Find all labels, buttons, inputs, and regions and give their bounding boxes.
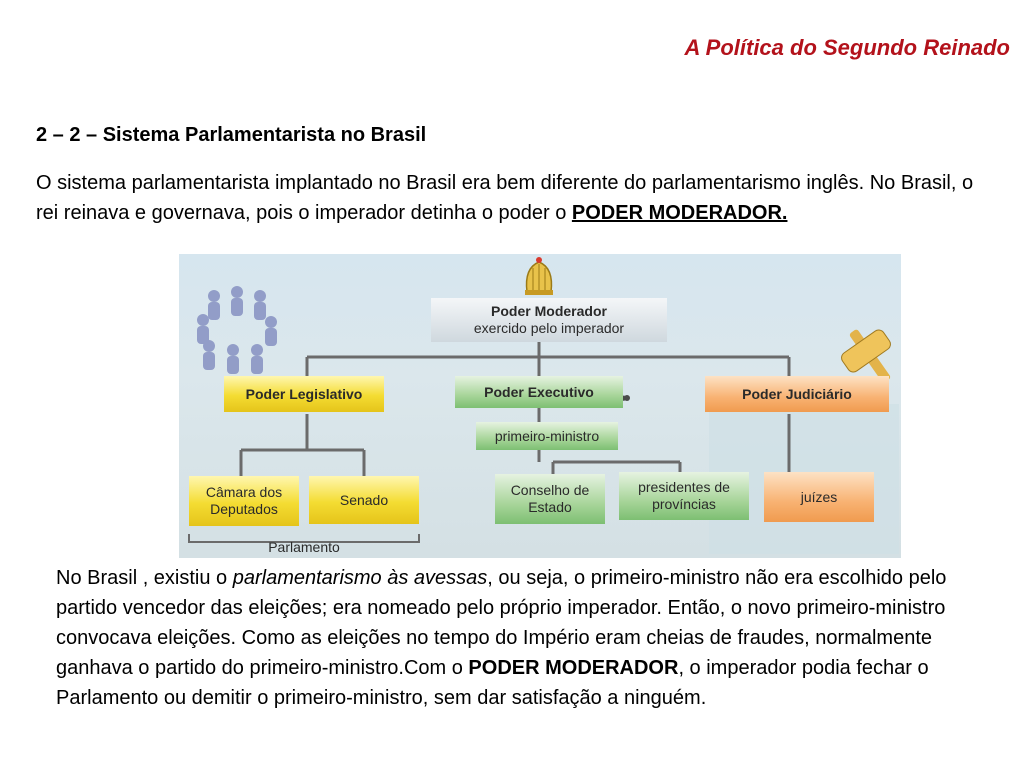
parlamento-label: Parlamento	[268, 538, 340, 555]
people-icon	[197, 286, 277, 374]
outro-italic: parlamentarismo às avessas	[232, 567, 488, 589]
poder-moderador-box	[431, 298, 667, 342]
camara-box	[189, 476, 299, 526]
camara-label: Câmara dos Deputados	[205, 484, 283, 517]
intro-paragraph	[36, 168, 976, 228]
intro-emphasis: PODER MODERADOR.	[571, 202, 788, 224]
powers-diagram	[179, 254, 901, 558]
outro-text-2: , ou seja, o primeiro-ministro não era escolhido pelo partido vencedor das eleições; era nomeado pelo próprio imperador. Então, o novo primeiro-ministro convocava eleições. Como as eleições no tempo do Império eram cheias de fraudes, normalmente ganhava o partido do primeiro-ministro.Com o	[56, 567, 947, 679]
outro-text-1: No Brasil , existiu o	[56, 567, 233, 589]
slide-title: A Política do Segundo Reinado	[684, 35, 1010, 60]
presidentes-box	[619, 472, 749, 520]
legislativo-label: Poder Legislativo	[245, 385, 363, 402]
conselho-box	[495, 474, 605, 524]
juizes-box	[764, 472, 874, 522]
executivo-label: Poder Executivo	[484, 383, 594, 400]
primeiro-ministro-label: primeiro-ministro	[494, 427, 600, 444]
moderador-title: Poder Moderador	[491, 303, 607, 319]
conselho-label: Conselho de Estado	[510, 482, 590, 515]
juizes-label: juízes	[800, 488, 838, 505]
crown-icon	[525, 257, 553, 295]
judiciario-label: Poder Judiciário	[742, 385, 852, 402]
primeiro-ministro-box	[476, 422, 618, 450]
section-heading: 2 – 2 – Sistema Parlamentarista no Brasil	[36, 124, 427, 146]
moderador-subtitle: exercido pelo imperador	[473, 320, 625, 336]
presidentes-label: presidentes de províncias	[638, 479, 730, 512]
poder-judiciario-box	[705, 376, 889, 412]
intro-text: O sistema parlamentarista implantado no Brasil era bem diferente do parlamentarismo inglês. No Brasil, o rei reinava e governava, pois o imperador detinha o poder o	[36, 172, 974, 224]
outro-text-3: , o imperador podia fechar o Parlamento ou demitir o primeiro-ministro, sem dar satisfação a ninguém.	[56, 657, 929, 709]
outro-bold: PODER MODERADOR	[468, 657, 679, 679]
senado-box	[309, 476, 419, 524]
poder-executivo-box	[455, 376, 623, 408]
senado-label: Senado	[339, 491, 389, 508]
outro-paragraph	[56, 563, 996, 713]
poder-legislativo-box	[224, 376, 384, 412]
